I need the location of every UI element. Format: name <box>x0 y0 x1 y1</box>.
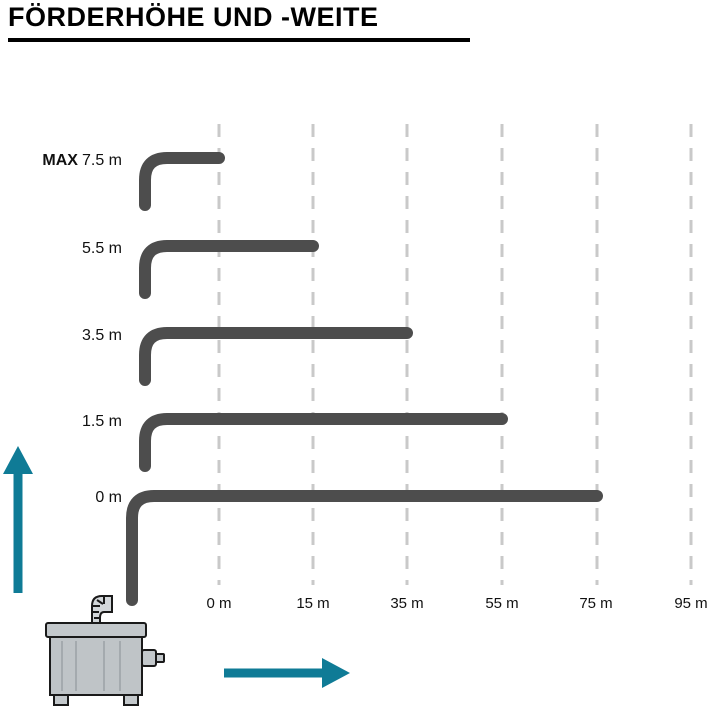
y-label-7_5m <box>0 152 122 170</box>
hose-7_5m <box>145 158 219 205</box>
x-label-35m: 35 m <box>390 595 424 612</box>
y-label-7_5m-value: 7.5 m <box>81 152 122 169</box>
pump-unit <box>46 596 164 705</box>
y-label-5_5m <box>0 240 122 258</box>
y-label-5_5m-value: 5.5 m <box>81 240 122 257</box>
pump-riser-pipe <box>92 596 112 624</box>
hose-0m <box>132 496 597 600</box>
x-label-15m: 15 m <box>296 595 330 612</box>
distance-arrow <box>224 658 350 688</box>
height-arrow <box>3 446 33 593</box>
hose-5_5m <box>145 246 313 293</box>
pump-side-nozzle <box>142 650 164 666</box>
y-label-1_5m <box>0 413 122 431</box>
x-label-0m: 0 m <box>206 595 232 612</box>
gridlines <box>219 124 691 585</box>
pump-lid <box>46 623 146 637</box>
y-label-3_5m <box>0 327 122 345</box>
hose-3_5m <box>145 333 407 380</box>
x-label-55m: 55 m <box>485 595 519 612</box>
pump-body <box>50 637 142 695</box>
y-label-1_5m-value: 1.5 m <box>81 413 122 430</box>
page-title: FÖRDERHÖHE UND -WEITE <box>8 2 379 32</box>
pump-feet <box>54 695 138 705</box>
y-label-0m-value: 0 m <box>95 489 122 506</box>
x-label-75m: 75 m <box>579 595 613 612</box>
x-label-95m: 95 m <box>674 595 708 612</box>
y-label-max-tag: MAX <box>42 152 78 169</box>
y-label-3_5m-value: 3.5 m <box>81 327 122 344</box>
hose-group <box>132 158 597 600</box>
hose-1_5m <box>145 419 502 466</box>
y-label-0m <box>0 489 122 507</box>
